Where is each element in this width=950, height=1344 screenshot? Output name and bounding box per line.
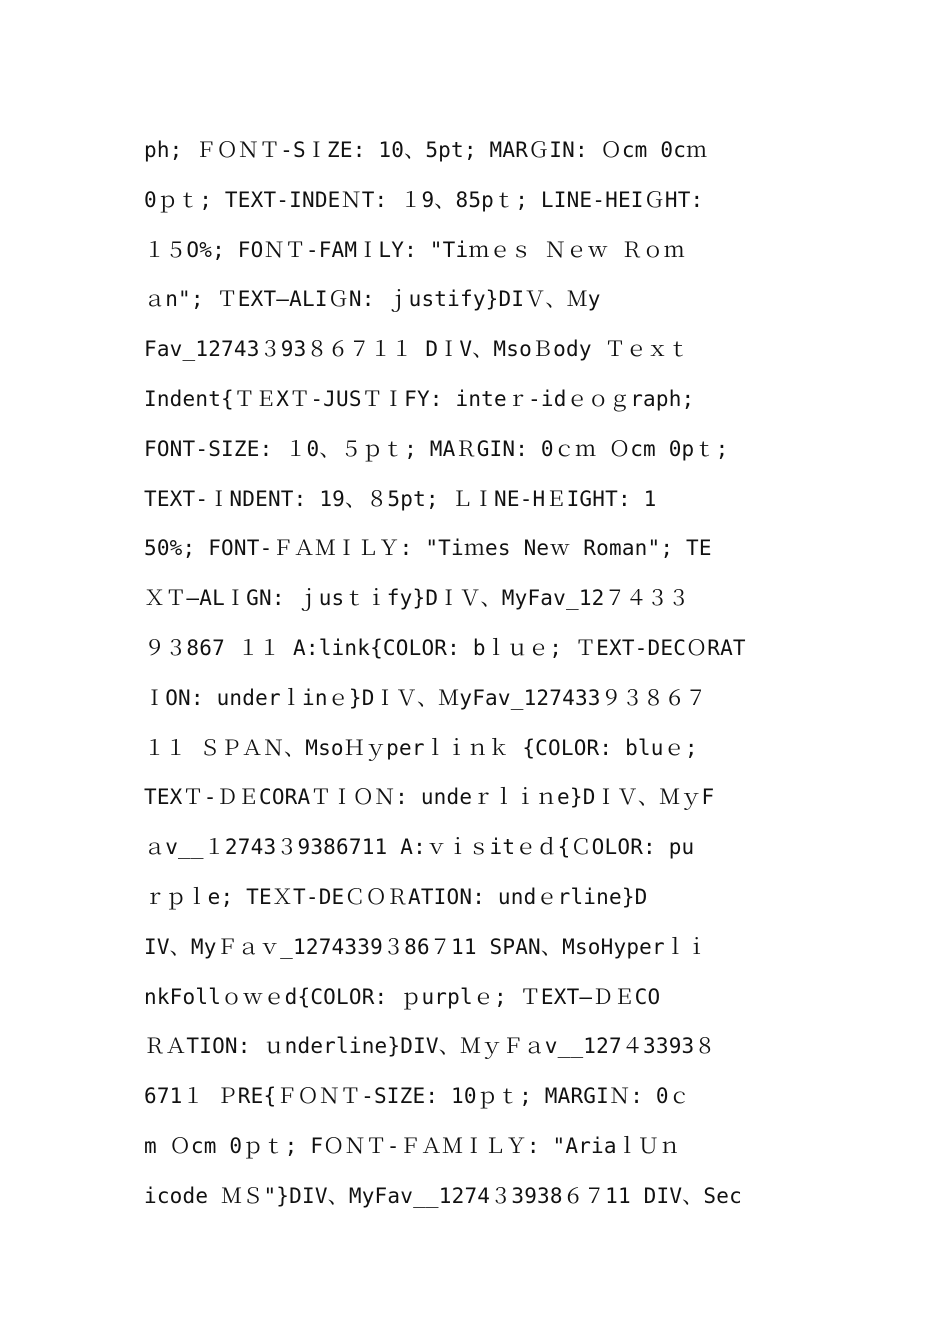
text-line: 0ｐｔ; TEXT-INDEＮT: １9、85pｔ; LINE-HEIＧHT: [144, 187, 704, 212]
text-line: TEXＴ-ＤＥCORAＴＩＯＮ: undeｒｌｉｎe}DＩＶ、ＭｙF [144, 785, 715, 810]
text-line: ph; ＦＯＮＴ-SＩZE: 10、5pt; MARＧIN: Ｏcm 0cｍ [144, 138, 708, 162]
text-line: TEXT-ＩNDENT: 19、８5pt; ＬＩNE-HＥIGHT: 1 [144, 486, 657, 511]
text-line: ａn"; ＴEXT—ALIＧN: ｊustify}DIＶ、Ｍy [144, 287, 601, 312]
text-line: ＲＡTION: ｕnderline}DIV、ＭｙＦａv__127４3393８ [144, 1034, 716, 1059]
document-body [144, 130, 814, 1226]
text-line: ｒｐｌe; TEＸT-DEＣＯＲATION: undｅrline}D [144, 884, 648, 909]
text-line: icode ＭＳ"}DIV、MyFav__1274３3938６７11 DIV、Sec [144, 1183, 742, 1208]
text-line: Indent{ＴＥXＴ-JUSＴＩFY: inteｒ-idｅｏｇraph; [144, 386, 695, 411]
text-line: 671１ ＰRE{ＦＯＮＴ-SIZE: 10ｐｔ; MARGIＮ: 0ｃ [144, 1084, 690, 1109]
text-line: ＸＴ—ALＩGN: ｊusｔｉfy}DＩＶ、MyFav_12７４３３ [144, 586, 690, 611]
text-line: nkFollｏｗｅd{COLOR: ｐurplｅ; ＴEXT—ＤＥCO [144, 984, 661, 1009]
text-line: ９３867 １１ A:link{COLOR: bｌｕｅ; ＴEXT-DECＯRAT [144, 635, 746, 660]
text-line: IV、MyＦａｖ_1274339３86７11 SPAN、MsoHyperｌｉ [144, 934, 708, 959]
text-line: Fav_12743３93８６７１１ DＩV、MsoＢody Ｔｅｘｔ [144, 337, 690, 362]
text-line: １１ ＳＰＡＮ、MsoＨｙperｌｉｎｋ {COLOR: bluｅ; [144, 735, 698, 760]
text-line: １５O%; FOＮＴ-FAMＩLY: "Tiｍｅｓ Ｎｅｗ Ｒｏｍ [144, 237, 685, 262]
text-line: ａv__１2743３9386711 A:ｖｉｓitｅｄ{ＣOLOR: pu [144, 835, 695, 860]
text-line: FONT-SIZE: １0、５ｐｔ; MAＲGIN: 0ｃｍ Ｏcm 0pｔ; [144, 436, 729, 461]
text-line: ＩON: underｌinｅ}DＩＶ、ＭyFav_127433９３８６７ [144, 685, 707, 710]
text-line: m Ｏcm 0ｐｔ; FＯＮＴ-ＦＡＭＩＬＹ: "AriaｌＵｎ [144, 1133, 681, 1158]
text-line: 50%; FONT-ＦＡＭＩＬＹ: "Tiｍes Neｗ Roman"; TE [144, 536, 712, 561]
